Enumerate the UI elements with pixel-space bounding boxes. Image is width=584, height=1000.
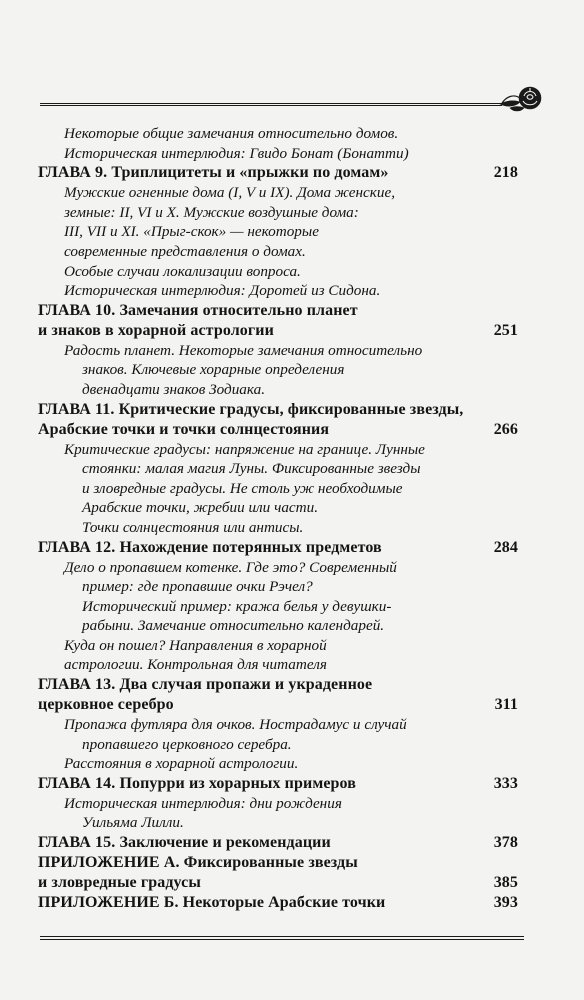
chapter-title: ПРИЛОЖЕНИЕ Б. Некоторые Арабские точки	[38, 894, 386, 912]
description-line: Историческая интерлюдия: Гвидо Бонат (Бонатти)	[64, 144, 409, 162]
toc-entry	[38, 675, 522, 774]
description-line: Критические градусы: напряжение на границе. Лунные	[64, 440, 425, 458]
chapter-description	[38, 794, 522, 833]
chapter-title: ГЛАВА 9. Триплицитеты и «прыжки по домам»	[38, 164, 389, 182]
page-number: 251	[493, 321, 518, 339]
chapter-title: ПРИЛОЖЕНИЕ А. Фиксированные звезды	[38, 854, 358, 872]
footer-rule	[40, 936, 524, 940]
chapter-heading[interactable]	[38, 400, 522, 440]
page-number: 266	[493, 420, 518, 438]
description-line: пример: где пропавшие очки Рэчел?	[82, 578, 313, 596]
toc-entry	[38, 163, 522, 301]
description-line: III, VII и XI. «Прыг-скок» — некоторые	[64, 223, 319, 241]
chapter-list	[38, 163, 522, 913]
chapter-heading[interactable]	[38, 893, 522, 913]
chapter-heading[interactable]	[38, 833, 522, 853]
description-line: Мужские огненные дома (I, V и IX). Дома женские,	[64, 184, 396, 202]
description-line: Историческая интерлюдия: Доротей из Сидона.	[64, 282, 381, 300]
description-line: Расстояния в хорарной астрологии.	[64, 755, 299, 773]
chapter-heading[interactable]	[38, 774, 522, 794]
description-line: пропавшего церковного серебра.	[82, 735, 292, 753]
page-number: 385	[493, 874, 518, 892]
chapter-title: ГЛАВА 10. Замечания относительно планет	[38, 301, 358, 319]
toc-entry	[38, 833, 522, 853]
chapter-title: ГЛАВА 13. Два случая пропажи и украденное	[38, 676, 373, 694]
chapter-description	[38, 440, 522, 538]
intro-description	[38, 124, 522, 163]
description-line: стоянки: малая магия Луны. Фиксированные звезды	[82, 460, 421, 478]
description-line: Исторический пример: кража белья у девушки-	[82, 597, 392, 615]
description-line: рабыни. Замечание относительно календарей.	[82, 617, 385, 635]
page-number: 333	[493, 774, 518, 792]
toc-entry	[38, 301, 522, 400]
chapter-title: и зловредные градусы	[38, 874, 201, 892]
chapter-description	[38, 183, 522, 301]
page-number: 378	[493, 834, 518, 852]
description-line: Историческая интерлюдия: дни рождения	[64, 794, 342, 812]
description-line: двенадцати знаков Зодиака.	[82, 380, 266, 398]
chapter-heading[interactable]	[38, 675, 522, 715]
chapter-title: ГЛАВА 12. Нахождение потерянных предметов	[38, 538, 382, 556]
chapter-description	[38, 341, 522, 400]
description-line: Некоторые общие замечания относительно домов.	[64, 125, 399, 142]
description-line: и зловредные градусы. Не столь уж необходимые	[82, 479, 403, 497]
chapter-title: и знаков в хорарной астрологии	[38, 321, 274, 339]
chapter-heading[interactable]	[38, 163, 522, 183]
rose-icon	[498, 82, 546, 116]
description-line: Радость планет. Некоторые замечания относительно	[64, 341, 423, 359]
toc-entry	[38, 893, 522, 913]
chapter-title: ГЛАВА 14. Попурри из хорарных примеров	[38, 774, 356, 792]
chapter-heading[interactable]	[38, 301, 522, 341]
chapter-heading[interactable]	[38, 853, 522, 893]
header-rule	[40, 103, 502, 106]
description-line: Точки солнцестояния или антисы.	[82, 518, 304, 536]
description-line: астрологии. Контрольная для читателя	[64, 656, 327, 674]
toc-entry	[38, 538, 522, 676]
toc-entry	[38, 853, 522, 893]
description-line: Дело о пропавшем котенке. Где это? Современный	[64, 558, 397, 576]
description-line: современные представления о домах.	[64, 242, 306, 260]
chapter-title: церковное серебро	[38, 696, 174, 714]
description-line: Особые случаи локализации вопроса.	[64, 262, 301, 280]
description-line: Пропажа футляра для очков. Нострадамус и случай	[64, 716, 407, 734]
table-of-contents	[38, 124, 522, 913]
chapter-title: ГЛАВА 15. Заключение и рекомендации	[38, 834, 331, 852]
chapter-heading[interactable]	[38, 538, 522, 558]
page-number: 218	[493, 164, 518, 182]
description-line: знаков. Ключевые хорарные определения	[82, 361, 345, 379]
chapter-title: ГЛАВА 11. Критические градусы, фиксированные звезды,	[38, 400, 464, 418]
page-number: 393	[493, 894, 518, 912]
toc-entry	[38, 774, 522, 833]
chapter-description	[38, 715, 522, 774]
description-line: земные: II, VI и X. Мужские воздушные дома:	[64, 203, 359, 221]
page-number: 284	[493, 538, 518, 556]
description-line: Арабские точки, жребии или части.	[82, 499, 319, 517]
page-number: 311	[494, 696, 518, 714]
toc-entry	[38, 400, 522, 538]
description-line: Куда он пошел? Направления в хорарной	[64, 636, 327, 654]
chapter-title: Арабские точки и точки солнцестояния	[38, 420, 330, 438]
description-line: Уильяма Лилли.	[82, 814, 184, 832]
chapter-description	[38, 558, 522, 676]
